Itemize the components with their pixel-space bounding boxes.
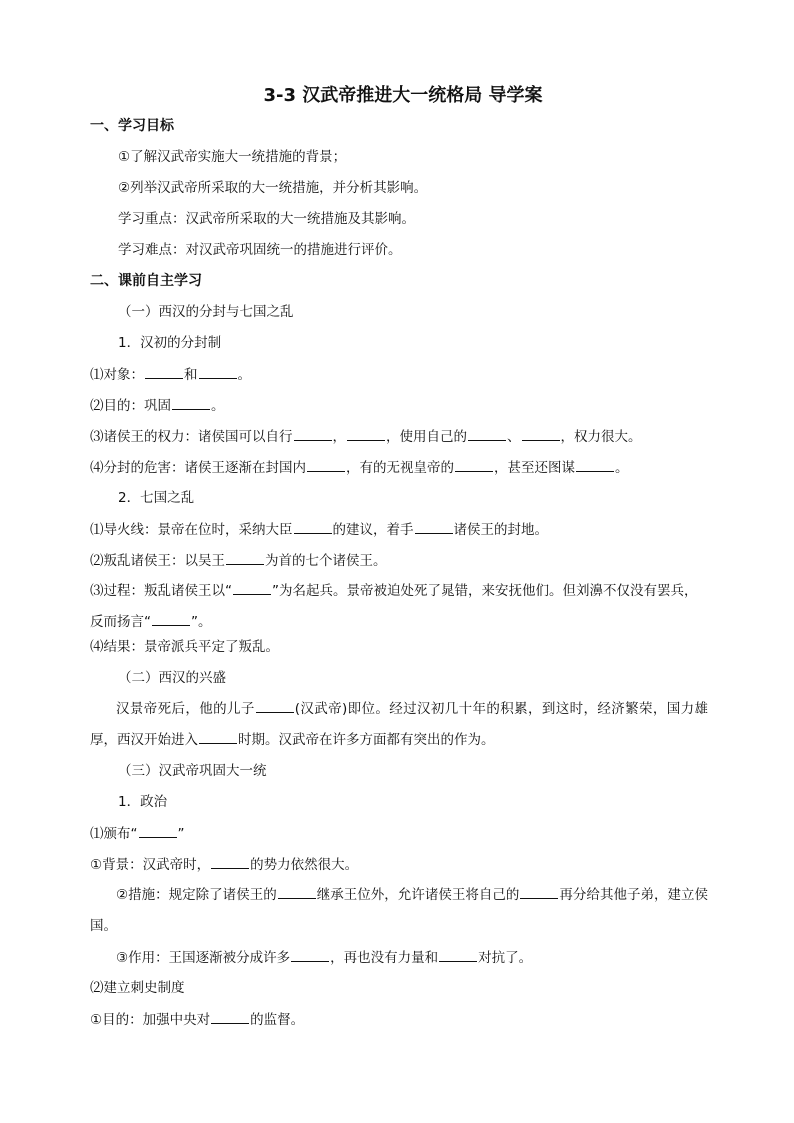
question-line: ⑴导火线：景帝在位时，采纳大臣 的建议，着手 诸侯王的封地。 bbox=[90, 522, 548, 538]
question-line: ⑷分封的危害：诸侯王逐渐在封国内 ，有的无视皇帝的 ，甚至还图谋 。 bbox=[90, 460, 629, 476]
difficulty-point: 学习难点：对汉武帝巩固统一的措施进行评价。 bbox=[118, 242, 402, 258]
goal-item: ①了解汉武帝实施大一统措施的背景； bbox=[118, 149, 347, 165]
fill-blank[interactable] bbox=[152, 612, 190, 626]
question-paragraph: 汉景帝死后，他的儿子 (汉武帝)即位。经过汉初几十年的积累，到这时，经济繁荣，国力雄厚，西汉开始进入 时期。汉武帝在许多方面都有突出的作为。 bbox=[90, 701, 708, 748]
fill-blank[interactable] bbox=[439, 948, 477, 962]
goal-item: ②列举汉武帝所采取的大一统措施，并分析其影响。 bbox=[118, 180, 428, 196]
subsection-heading-xingsheng: （二）西汉的兴盛 bbox=[118, 670, 226, 686]
fill-blank[interactable] bbox=[468, 427, 506, 441]
fill-blank[interactable] bbox=[226, 551, 264, 565]
key-point: 学习重点：汉武帝所采取的大一统措施及其影响。 bbox=[118, 211, 415, 227]
question-line: ①目的：加强中央对 的监督。 bbox=[90, 1012, 305, 1028]
question-line: ⑵叛乱诸侯王：以吴王 为首的七个诸侯王。 bbox=[90, 553, 387, 569]
fill-blank[interactable] bbox=[172, 396, 210, 410]
question-line: ⑶诸侯王的权力：诸侯国可以自行 ， ，使用自己的 、 ，权力很大。 bbox=[90, 429, 642, 445]
fill-blank[interactable] bbox=[211, 1010, 249, 1024]
fill-blank[interactable] bbox=[233, 581, 271, 595]
question-line: ⑴颁布“ ” bbox=[90, 826, 185, 842]
topic-heading: 2．七国之乱 bbox=[118, 490, 195, 506]
question-line: ③作用：王国逐渐被分成许多 ，再也没有力量和 对抗了。 bbox=[116, 950, 533, 966]
fill-blank[interactable] bbox=[199, 365, 237, 379]
fill-blank[interactable] bbox=[278, 885, 316, 899]
section-heading-self-study: 二、课前自主学习 bbox=[90, 273, 202, 289]
question-paragraph: ②措施：规定除了诸侯王的 继承王位外，允许诸侯王将自己的 再分给其他子弟，建立侯国。 bbox=[90, 887, 709, 934]
fill-blank[interactable] bbox=[145, 365, 183, 379]
fill-blank[interactable] bbox=[576, 458, 614, 472]
fill-blank[interactable] bbox=[139, 824, 177, 838]
fill-blank[interactable] bbox=[294, 520, 332, 534]
question-paragraph: ⑶过程：叛乱诸侯王以“ ”为名起兵。景帝被迫处死了晁错，来安抚他们。但刘濞不仅没有罢兵，反而扬言“ ”。 bbox=[90, 583, 698, 630]
question-line: ⑵建立刺史制度 bbox=[90, 980, 185, 996]
question-line: ⑴对象： 和 。 bbox=[90, 367, 251, 383]
fill-blank[interactable] bbox=[256, 699, 294, 713]
page-title: 3-3 汉武帝推进大一统格局 导学案 bbox=[263, 85, 543, 106]
subsection-heading-fenfeng: （一）西汉的分封与七国之乱 bbox=[118, 304, 294, 320]
fill-blank[interactable] bbox=[291, 948, 329, 962]
fill-blank[interactable] bbox=[294, 427, 332, 441]
question-line: ①背景：汉武帝时， 的势力依然很大。 bbox=[90, 857, 359, 873]
fill-blank[interactable] bbox=[522, 427, 560, 441]
fill-blank[interactable] bbox=[415, 520, 453, 534]
fill-blank[interactable] bbox=[455, 458, 493, 472]
fill-blank[interactable] bbox=[347, 427, 385, 441]
question-line: ⑷结果：景帝派兵平定了叛乱。 bbox=[90, 639, 279, 655]
subsection-heading-gonggu: （三）汉武帝巩固大一统 bbox=[118, 763, 267, 779]
topic-heading: 1．汉初的分封制 bbox=[118, 335, 222, 351]
fill-blank[interactable] bbox=[520, 885, 558, 899]
fill-blank[interactable] bbox=[211, 855, 249, 869]
topic-heading: 1．政治 bbox=[118, 794, 168, 810]
fill-blank[interactable] bbox=[307, 458, 345, 472]
question-line: ⑵目的：巩固 。 bbox=[90, 398, 225, 414]
section-heading-goals: 一、学习目标 bbox=[90, 118, 174, 134]
fill-blank[interactable] bbox=[199, 730, 237, 744]
